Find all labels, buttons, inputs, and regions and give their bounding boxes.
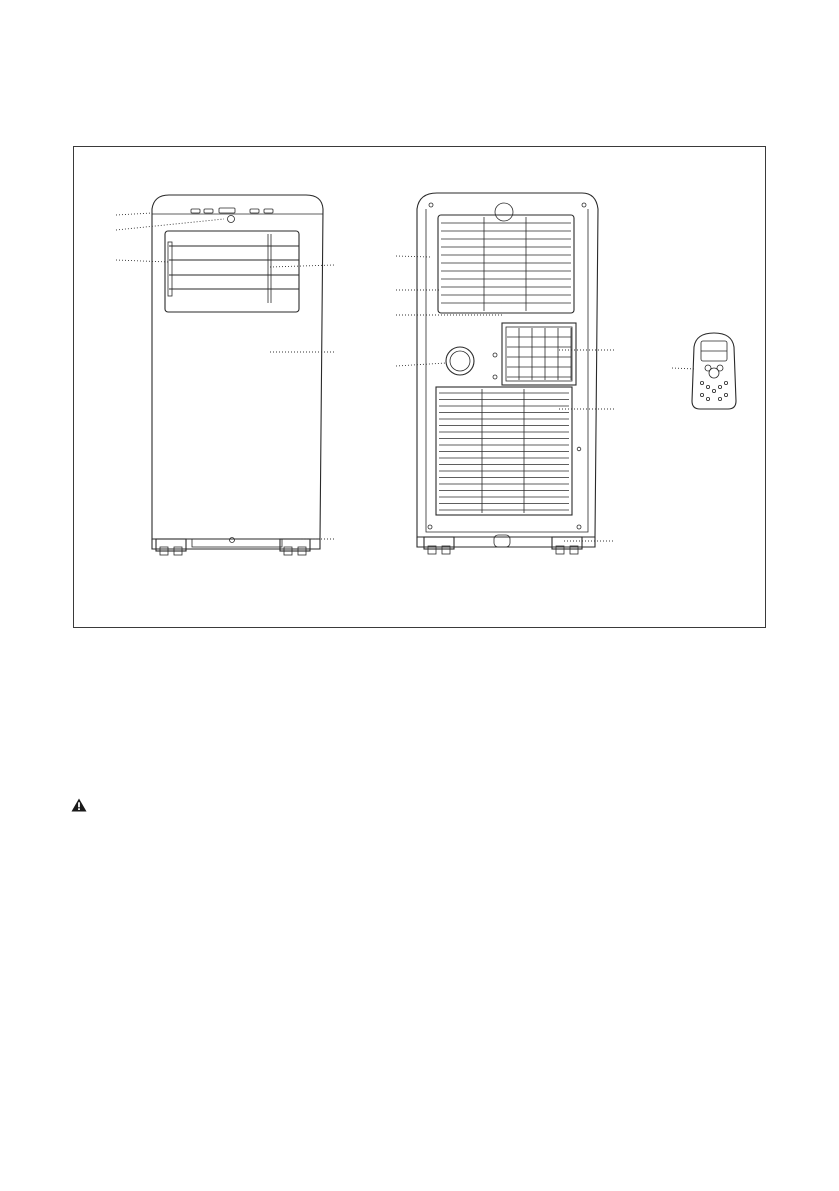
parts-diagram-frame bbox=[73, 146, 766, 628]
front-right-caster bbox=[280, 539, 310, 555]
rear-view-unit bbox=[396, 193, 614, 554]
exhaust-connector bbox=[446, 347, 474, 375]
parts-diagram bbox=[74, 147, 767, 629]
remote-button bbox=[706, 385, 709, 388]
lower-grille bbox=[436, 387, 572, 515]
remote-button bbox=[706, 397, 709, 400]
warning-triangle-icon bbox=[71, 798, 87, 812]
remote-button bbox=[724, 393, 727, 396]
remote-button bbox=[700, 393, 703, 396]
upper-grille bbox=[438, 215, 574, 313]
remote-control bbox=[672, 333, 736, 409]
rear-right-caster bbox=[552, 537, 582, 554]
rear-left-caster bbox=[424, 537, 454, 554]
front-view-unit bbox=[116, 195, 334, 555]
remote-button bbox=[700, 381, 703, 384]
front-left-caster bbox=[156, 539, 186, 555]
remote-button bbox=[718, 385, 721, 388]
remote-button bbox=[724, 381, 727, 384]
filter-cover bbox=[502, 323, 576, 385]
remote-button bbox=[712, 389, 715, 392]
remote-button bbox=[718, 397, 721, 400]
